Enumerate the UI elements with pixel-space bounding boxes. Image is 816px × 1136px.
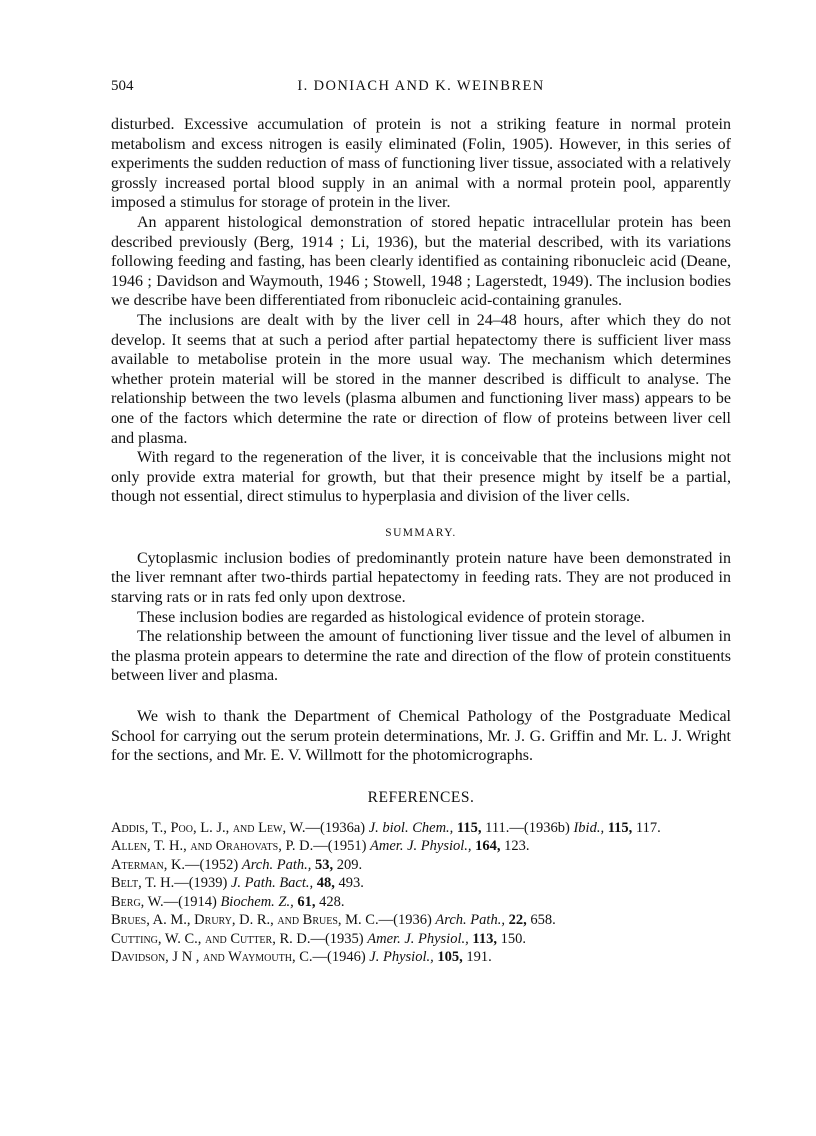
reference-authors: Addis, T., Poo, L. J., and Lew, W. — [111, 819, 306, 836]
reference-journal: Arch. Path., — [435, 912, 505, 929]
article-body — [111, 115, 731, 967]
reference-pages: 658. — [530, 912, 556, 929]
reference-journal: J. Physiol., — [369, 949, 434, 966]
reference-authors: Belt, T. H. — [111, 875, 175, 892]
reference-pages: 209. — [336, 856, 363, 873]
reference-item — [111, 819, 731, 838]
reference-volume: 48, — [316, 875, 335, 892]
summary-heading: SUMMARY. — [385, 526, 457, 539]
reference-list — [111, 819, 731, 967]
reference-authors: Cutting, W. C., and Cutter, R. D. — [111, 930, 311, 947]
reference-item — [111, 856, 731, 875]
page-header — [111, 78, 731, 100]
reference-pages: 191. — [466, 949, 492, 966]
reference-journal: J. Path. Bact., — [231, 875, 314, 892]
reference-authors: Aterman, K. — [111, 856, 186, 873]
references-heading: REFERENCES. — [367, 788, 475, 806]
reference-journal: Biochem. Z., — [220, 893, 294, 910]
reference-volume: 113, — [472, 930, 497, 947]
reference-journal: Amer. J. Physiol., — [370, 838, 472, 855]
body-paragraph: An apparent histological demonstration of stored hepatic intracellular protein has been described previously (Berg, 1914 ; Li, 1936), but the material described, with its variations following feeding and fasting, has been clearly identified as containing ribonucleic acid (Deane, 1946 ; Davidson and Waymouth, 1946 ; Stowell, 1948 ; Lagerstedt, 1949). The inclusion bodies we describe have been differentiated from ribonucleic acid-containing granules. — [111, 213, 731, 310]
reference-year: —(1936a) — [305, 819, 366, 836]
reference-authors: Davidson, J N , and Waymouth, C. — [111, 949, 313, 966]
reference-pages-2: 117. — [635, 819, 661, 836]
reference-authors: Allen, T. H., and Orahovats, P. D. — [111, 838, 314, 855]
reference-journal: Arch. Path., — [241, 856, 312, 873]
reference-authors: Berg, W. — [111, 893, 164, 910]
reference-year: —(1935) — [310, 930, 364, 947]
reference-year: —(1946) — [312, 949, 366, 966]
reference-volume: 164, — [475, 838, 501, 855]
reference-year: —(1914) — [163, 893, 217, 910]
reference-pages: 428. — [319, 893, 345, 910]
reference-item — [111, 893, 731, 912]
reference-volume: 53, — [315, 856, 334, 873]
reference-year: —(1939) — [174, 875, 228, 892]
reference-item — [111, 874, 731, 893]
body-paragraph: The inclusions are dealt with by the liver cell in 24–48 hours, after which they do not develop. It seems that at such a period after partial hepatectomy there is sufficient liver mass available to metabolise protein in the more usual way. The mechanism which determines whether protein material will be stored in the manner described is difficult to analyse. The relationship between the two levels (plasma albumen and functioning liver mass) appears to be one of the factors which determine the rate or direction of flow of proteins between liver cell and plasma. — [111, 311, 731, 447]
summary-paragraph: Cytoplasmic inclusion bodies of predominantly protein nature have been demonstrated in the liver remnant after two-thirds partial hepatectomy in feeding rats. They are not produced in starving rats or in rats fed only upon dextrose. — [111, 549, 731, 607]
reference-year: —(1936) — [378, 912, 432, 929]
summary-paragraph: The relationship between the amount of functioning liver tissue and the level of albumen in the plasma protein appears to determine the rate and direction of the flow of protein constituents between liver and plasma. — [111, 628, 731, 685]
reference-journal-2: Ibid., — [573, 819, 605, 836]
acknowledgement: We wish to thank the Department of Chemical Pathology of the Postgraduate Medical School for carrying out the serum protein determinations, Mr. J. G. Griffin and Mr. L. J. Wright for the sections, and Mr. E. V. Willmott for the photomicrographs. — [111, 708, 731, 765]
reference-authors: Brues, A. M., Drury, D. R., and Brues, M. C. — [111, 912, 379, 929]
reference-journal: Amer. J. Physiol., — [367, 930, 469, 947]
reference-pages: 111.—(1936b) — [485, 819, 570, 836]
reference-pages: 150. — [500, 930, 526, 947]
reference-volume-2: 115, — [607, 819, 633, 836]
reference-item — [111, 837, 731, 856]
reference-volume: 115, — [456, 819, 482, 836]
summary-paragraph: These inclusion bodies are regarded as histological evidence of protein storage. — [137, 608, 645, 626]
reference-pages: 493. — [338, 875, 364, 892]
body-paragraph: disturbed. Excessive accumulation of protein is not a striking feature in normal protein metabolism and excess nitrogen is easily eliminated (Folin, 1905). However, in this series of experiments the sudden reduction of mass of functioning liver tissue, associated with a relatively grossly increased portal blood supply in an animal with a normal protein pool, apparently imposed a stimulus for storage of protein in the liver. — [111, 116, 731, 212]
page-number: 504 — [111, 78, 134, 94]
reference-pages: 123. — [504, 838, 530, 855]
reference-item — [111, 948, 731, 967]
running-head: I. DONIACH AND K. WEINBREN — [297, 78, 545, 94]
reference-journal: J. biol. Chem., — [368, 819, 454, 836]
reference-year: —(1952) — [185, 856, 239, 873]
reference-year: —(1951) — [313, 838, 367, 855]
reference-volume: 22, — [508, 912, 527, 929]
reference-item — [111, 930, 731, 949]
body-paragraph: With regard to the regeneration of the liver, it is conceivable that the inclusions might not only provide extra material for growth, but that their presence might by itself be a partial, though not essential, direct stimulus to hyperplasia and division of the liver cells. — [111, 449, 731, 506]
reference-volume: 105, — [437, 949, 463, 966]
reference-volume: 61, — [297, 893, 316, 910]
reference-item — [111, 911, 731, 930]
